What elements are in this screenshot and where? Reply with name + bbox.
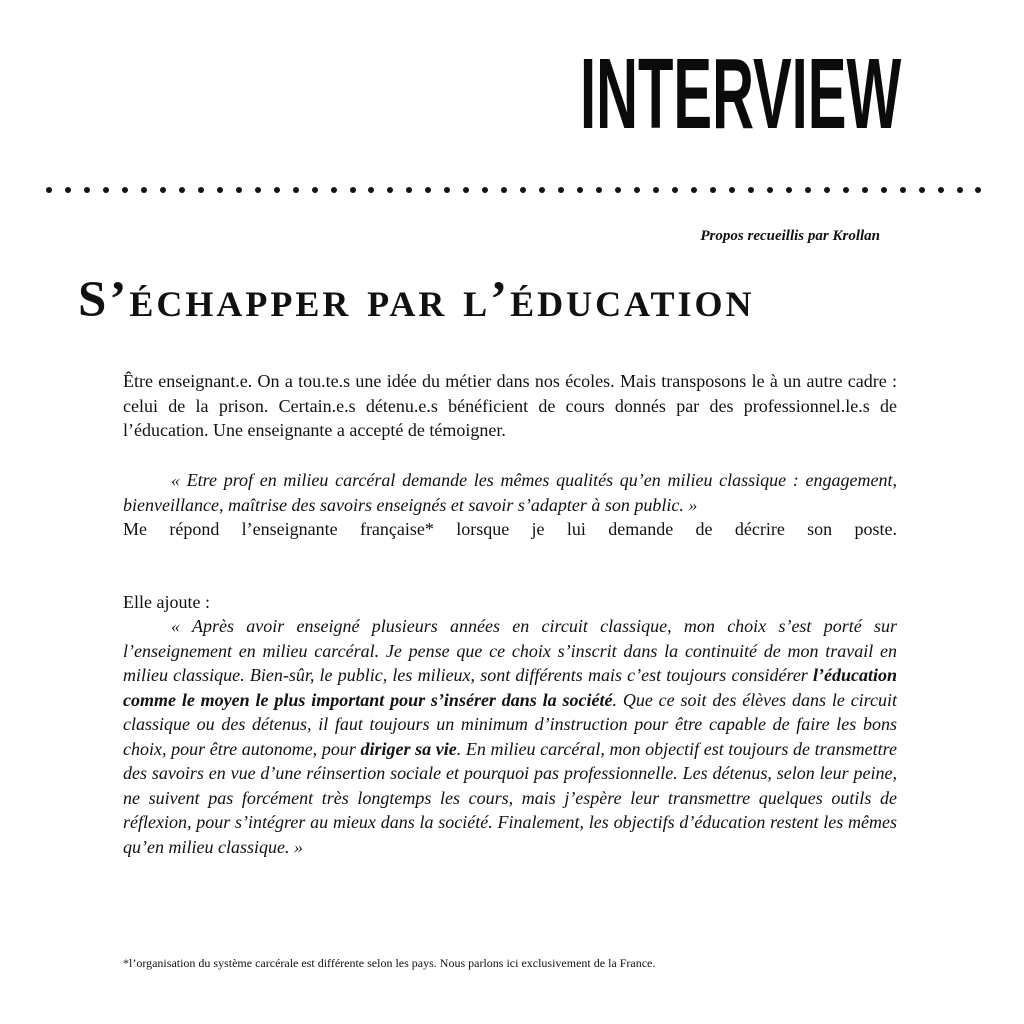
- divider-dot: [387, 187, 393, 193]
- divider-dot: [900, 187, 906, 193]
- divider-dot: [938, 187, 944, 193]
- divider-dot: [786, 187, 792, 193]
- divider-dot: [84, 187, 90, 193]
- divider-dot: [558, 187, 564, 193]
- divider-dot: [596, 187, 602, 193]
- divider-dot: [179, 187, 185, 193]
- divider-dot: [691, 187, 697, 193]
- quote-attribution: Me répond l’enseignante française* lorsque je lui demande de décrire son poste.: [123, 519, 897, 539]
- divider-dot: [350, 187, 356, 193]
- divider-dot: [331, 187, 337, 193]
- divider-dot: [255, 187, 261, 193]
- divider-dot: [539, 187, 545, 193]
- quote-text-3: . En milieu carcéral, mon objectif est toujours de transmettre des savoirs en vue d’une réinsertion sociale et pourquoi pas professionnelle. Les détenus, selon leur peine, ne suivent pas forcément très longtemps les cours, mais j’espère leur transmettre quelques outils de réflexion, pour s’intégrer au mieux dans la société. Finalement, les objectifs d’éducation restent les mêmes qu’en milieu classique. »: [123, 738, 897, 857]
- divider-dot: [482, 187, 488, 193]
- divider-dot: [217, 187, 223, 193]
- footnote: *l’organisation du système carcérale est différente selon les pays. Nous parlons ici exclusivement de la France.: [123, 956, 656, 970]
- divider-dot: [103, 187, 109, 193]
- quote-emphasis-1: l’éducation comme le moyen le plus important pour s’insérer dans la société: [123, 665, 897, 710]
- article-headline: S’échapper par l’éducation: [78, 272, 755, 328]
- quote-paragraph-2: [123, 614, 897, 859]
- divider-dot: [122, 187, 128, 193]
- divider-dot: [767, 187, 773, 193]
- section-title-text: INTERVIEW: [580, 38, 902, 150]
- divider-dot: [634, 187, 640, 193]
- divider-dot: [293, 187, 299, 193]
- dotted-divider: [46, 182, 982, 198]
- divider-dot: [198, 187, 204, 193]
- quote-paragraph-1: « Etre prof en milieu carcéral demande les mêmes qualités qu’en milieu classique : engagement, bienveillance, maîtrise des savoirs enseignés et savoir s’adapter à son public. »: [123, 470, 897, 515]
- section-title: [580, 38, 942, 150]
- divider-dot: [919, 187, 925, 193]
- divider-dot: [577, 187, 583, 193]
- divider-dot: [653, 187, 659, 193]
- divider-dot: [141, 187, 147, 193]
- divider-dot: [748, 187, 754, 193]
- divider-dot: [312, 187, 318, 193]
- divider-dot: [975, 187, 981, 193]
- divider-dot: [957, 187, 963, 193]
- divider-dot: [425, 187, 431, 193]
- divider-dot: [862, 187, 868, 193]
- lead-in-text: Elle ajoute :: [123, 592, 210, 612]
- divider-dot: [710, 187, 716, 193]
- divider-dot: [160, 187, 166, 193]
- quote-emphasis-2: diriger sa vie: [360, 738, 457, 759]
- divider-dot: [805, 187, 811, 193]
- byline: Propos recueillis par Krollan: [700, 228, 880, 244]
- divider-dot: [729, 187, 735, 193]
- quote-text-2: . Que ce soit des élèves dans le circuit classique ou des détenus, il faut toujours un minimum d’instruction pour être capable de faire les bons choix, pour être autonome, pour: [123, 689, 898, 759]
- divider-dot: [881, 187, 887, 193]
- divider-dot: [843, 187, 849, 193]
- divider-dot: [406, 187, 412, 193]
- divider-dot: [274, 187, 280, 193]
- divider-dot: [615, 187, 621, 193]
- divider-dot: [65, 187, 71, 193]
- divider-dot: [46, 187, 52, 193]
- divider-dot: [824, 187, 830, 193]
- divider-dot: [672, 187, 678, 193]
- divider-dot: [501, 187, 507, 193]
- divider-dot: [368, 187, 374, 193]
- divider-dot: [444, 187, 450, 193]
- intro-paragraph: Être enseignant.e. On a tou.te.s une idée du métier dans nos écoles. Mais transposons le à un autre cadre : celui de la prison. Certain.e.s détenu.e.s bénéficient de cours donnés par des professionnel.le.s de l’éducation. Une enseignante a accepté de témoigner.: [123, 371, 897, 440]
- divider-dot: [236, 187, 242, 193]
- divider-dot: [520, 187, 526, 193]
- quote-text-1: « Après avoir enseigné plusieurs années en circuit classique, mon choix s’est porté sur l’enseignement en milieu carcéral. Je pense que ce choix s’inscrit dans la continuité de mon travail en milieu classique. Bien-sûr, le public, les milieux, sont différents mais c’est toujours considérer: [123, 616, 897, 685]
- divider-dot: [463, 187, 469, 193]
